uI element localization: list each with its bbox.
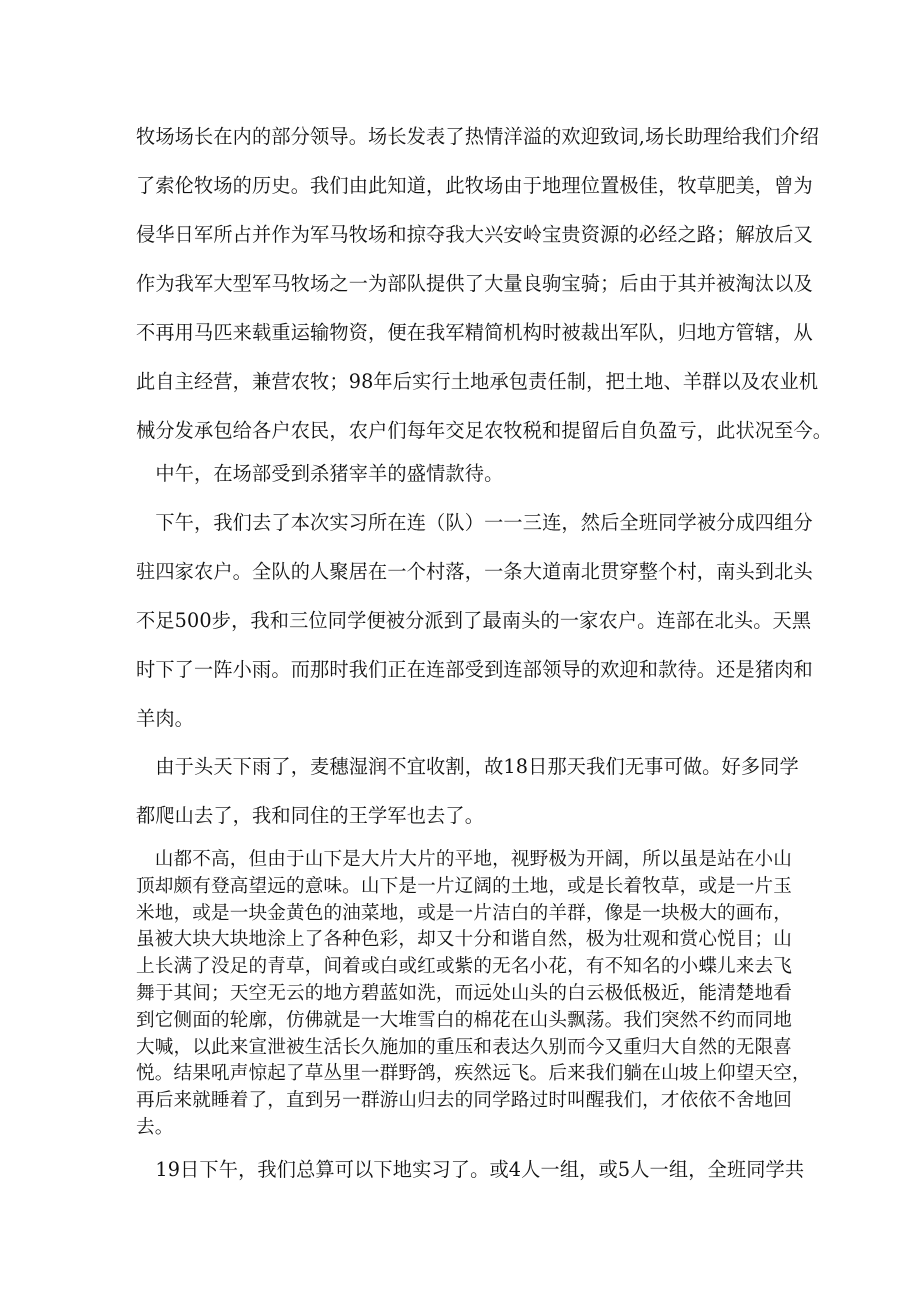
text-line: 19日下午，我们总算可以下地实习了。或4人一组，或5人一组，全班同学共: [136, 1158, 805, 1181]
text-line: 牧场场长在内的部分领导。场长发表了热情洋溢的欢迎致词,场长助理给我们介绍: [136, 125, 820, 148]
text-line: 侵华日军所占并作为军马牧场和掠夺我大兴安岭宝贵资源的必经之路；解放后又: [136, 223, 813, 246]
text-line: 山都不高，但由于山下是大片大片的平地，视野极为开阔，所以虽是站在小山: [136, 849, 793, 870]
text-line: 去。: [136, 1116, 174, 1138]
paragraph-3: [136, 498, 813, 743]
text-line: 驻四家农户。全队的人聚居在一个村落，一条大道南北贯穿整个村，南头到北头: [136, 560, 813, 583]
text-line: 顶却颇有登高望远的意味。山下是一片辽阔的土地，或是长着牧草，或是一片玉: [136, 875, 793, 897]
text-line: 不再用马匹来载重运输物资，便在我军精简机构时被裁出军队，归地方管辖，从: [136, 321, 813, 344]
text-line: 再后来就睡着了，直到另一群游山归去的同学路过时叫醒我们，才依依不舍地回: [136, 1090, 793, 1112]
paragraph-2: [136, 449, 796, 498]
text-line: 到它侧面的轮廓，仿佛就是一大堆雪白的棉花在山头飘荡。我们突然不约而同地: [136, 1009, 793, 1031]
text-line: 米地，或是一块金黄色的油菜地，或是一片洁白的羊群，像是一块极大的画布，: [136, 902, 793, 924]
text-line: 不足500步，我和三位同学便被分派到了最南头的一家农户。连部在北头。天黑: [136, 609, 812, 632]
text-line: 械分发承包给各户农民，农户们每年交足农牧税和提留后自负盈亏，此状况至今。: [136, 419, 833, 442]
paragraph-6: [136, 1145, 805, 1194]
text-line: 了索伦牧场的历史。我们由此知道，此牧场由于地理位置极佳，牧草肥美，曾为: [136, 174, 813, 197]
text-line: 悦。结果吼声惊起了草丛里一群野鸽，疾然远飞。后来我们躺在山坡上仰望天空，: [136, 1063, 811, 1085]
text-line: 时下了一阵小雨。而那时我们正在连部受到连部领导的欢迎和款待。还是猪肉和: [136, 658, 813, 681]
text-line: 下午，我们去了本次实习所在连（队）一一三连，然后全班同学被分成四组分: [136, 511, 813, 534]
paragraph-4: [136, 742, 799, 840]
text-line: 中午，在场部受到杀猪宰羊的盛情款待。: [136, 462, 504, 485]
paragraph-5: [136, 847, 811, 1142]
text-line: 大喊，以此来宣泄被生活长久施加的重压和表达久别而今又重归大自然的无限喜: [136, 1036, 793, 1058]
text-line: 都爬山去了，我和同住的王学军也去了。: [136, 804, 485, 827]
text-line: 舞于其间；天空无云的地方碧蓝如洗，而远处山头的白云极低极近，能清楚地看: [136, 982, 793, 1004]
text-line: 此自主经营，兼营农牧；98年后实行土地承包责任制，把土地、羊群以及农业机: [136, 370, 819, 393]
text-line: 上长满了没足的青草，间着或白或红或紫的无名小花，有不知名的小蝶儿来去飞: [136, 956, 793, 978]
text-line: 由于头天下雨了，麦穗湿润不宜收割，故18日那天我们无事可做。好多同学: [136, 755, 799, 778]
text-line: 羊肉。: [136, 707, 195, 730]
paragraph-1: [136, 112, 833, 455]
text-line: 虽被大块大块地涂上了各种色彩，却又十分和谐自然，极为壮观和赏心悦目；山: [136, 929, 793, 951]
text-line: 作为我军大型军马牧场之一为部队提供了大量良驹宝骑；后由于其并被淘汰以及: [136, 272, 813, 295]
